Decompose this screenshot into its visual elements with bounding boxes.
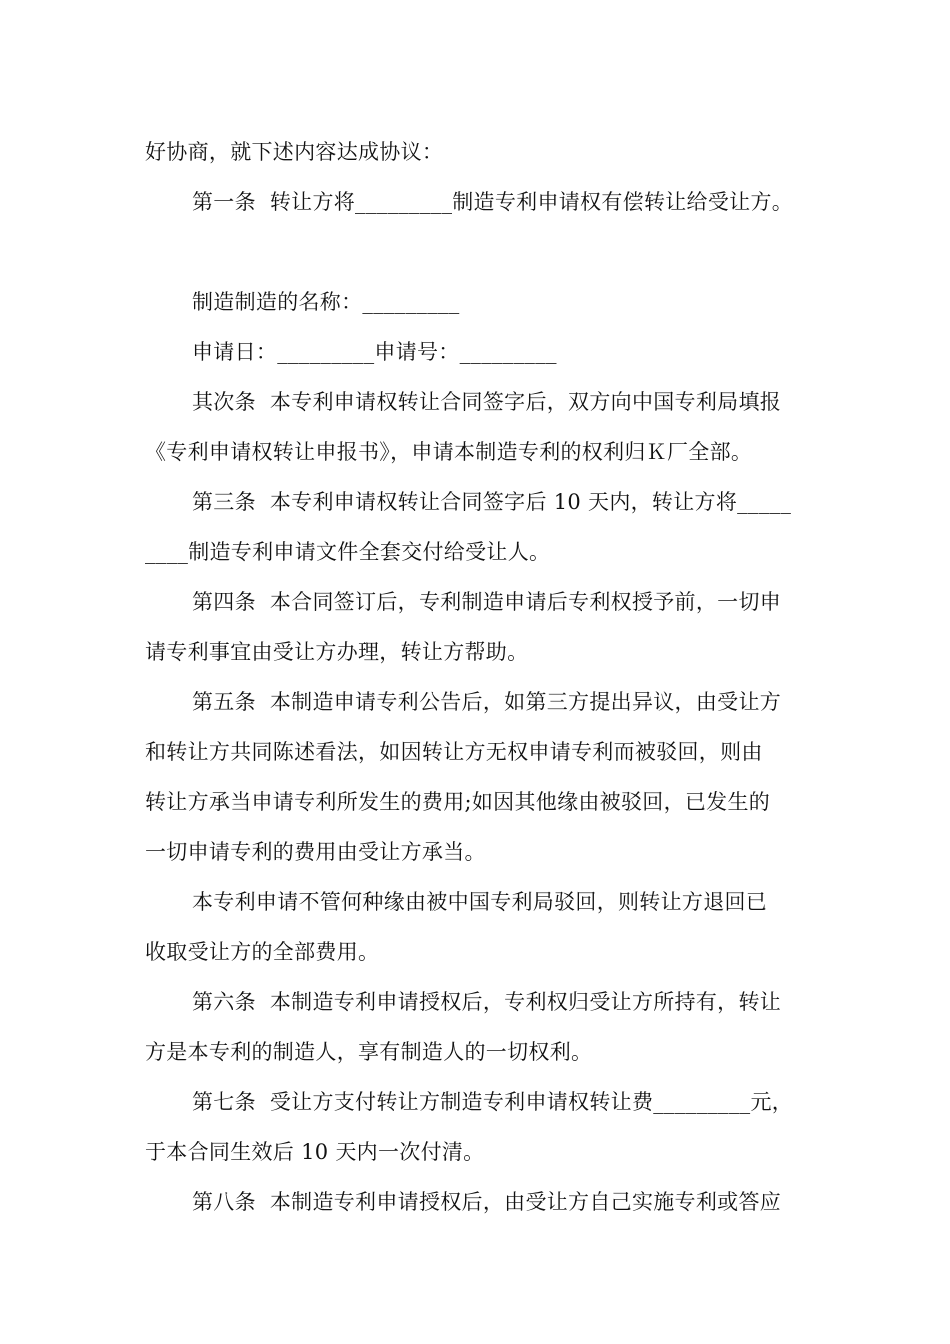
text-line-rejection-clause: 本专利申请不管何种缘由被中国专利局驳回，则转让方退回已	[192, 890, 768, 914]
text-line-article-2: 其次条 本专利申请权转让合同签字后，双方向中国专利局填报	[192, 390, 782, 414]
text-line-article-4-cont: 请专利事宜由受让方办理，转让方帮助。	[145, 640, 529, 664]
text-line-article-7-cont: 于本合同生效后 10 天内一次付清。	[145, 1140, 485, 1164]
text-line-article-3-cont: ____制造专利申请文件全套交付给受让人。	[145, 540, 551, 564]
text-line-article-6: 第六条 本制造专利申请授权后，专利权归受让方所持有，转让	[192, 990, 782, 1014]
text-line-intro: 好协商，就下述内容达成协议：	[145, 140, 444, 164]
text-line-article-7: 第七条 受让方支付转让方制造专利申请权转让费_________元，	[192, 1090, 794, 1114]
text-line-article-3: 第三条 本专利申请权转让合同签字后 10 天内，转让方将_____	[192, 490, 792, 514]
text-line-article-2-cont: 《专利申请权转让申报书》，申请本制造专利的权利归Ｋ厂全部。	[145, 440, 753, 464]
text-line-application-info: 申请日：_________申请号：_________	[192, 340, 557, 364]
text-line-article-8: 第八条 本制造专利申请授权后，由受让方自己实施专利或答应	[192, 1190, 782, 1214]
text-line-rejection-clause-cont: 收取受让方的全部费用。	[145, 940, 380, 964]
text-line-article-5-cont-3: 一切申请专利的费用由受让方承当。	[145, 840, 486, 864]
text-line-article-4: 第四条 本合同签订后，专利制造申请后专利权授予前，一切申	[192, 590, 782, 614]
text-line-invention-name: 制造制造的名称：_________	[192, 290, 460, 314]
text-line-article-1: 第一条 转让方将_________制造专利申请权有偿转让给受让方。	[192, 190, 794, 214]
text-line-article-5-cont-2: 转让方承当申请专利所发生的费用;如因其他缘由被驳回，已发生的	[145, 790, 771, 814]
text-line-article-5: 第五条 本制造申请专利公告后，如第三方提出异议，由受让方	[192, 690, 782, 714]
text-line-article-6-cont: 方是本专利的制造人，享有制造人的一切权利。	[145, 1040, 593, 1064]
text-line-article-5-cont-1: 和转让方共同陈述看法，如因转让方无权申请专利而被驳回，则由	[145, 740, 763, 764]
